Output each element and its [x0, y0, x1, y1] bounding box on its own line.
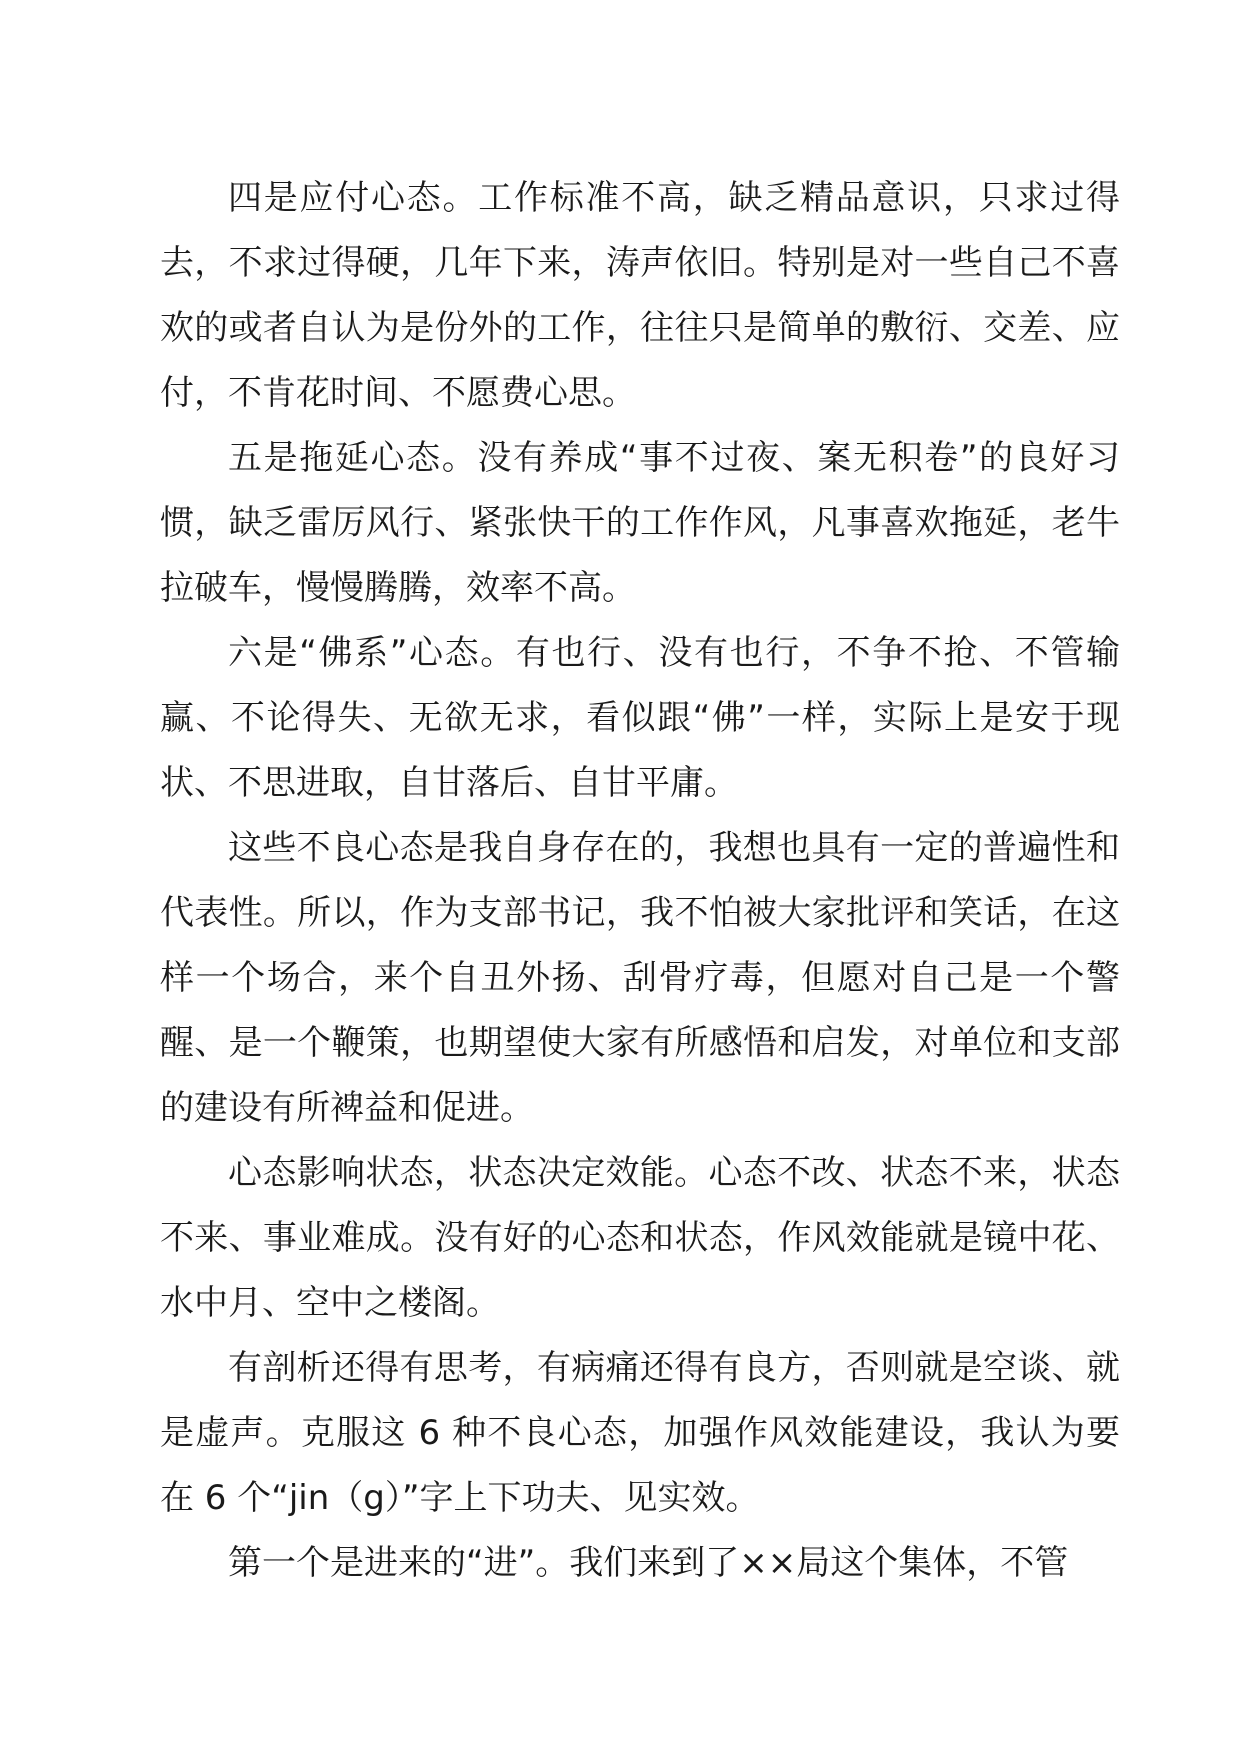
- paragraph-attitude-4: 四是应付心态。工作标准不高，缺乏精品意识，只求过得去，不求过得硬，几年下来，涛声依旧。特别是对一些自己不喜欢的或者自认为是份外的工作，往往只是简单的敷衍、交差、应付，不肯花时间、不愿费心思。: [160, 178, 1120, 413]
- paragraph-mindset-effect: 心态影响状态，状态决定效能。心态不改、状态不来，状态不来、事业难成。没有好的心态和状态，作风效能就是镜中花、水中月、空中之楼阁。: [160, 1153, 1120, 1323]
- document-body: [160, 166, 1120, 1596]
- paragraph-self-reflection: 这些不良心态是我自身存在的，我想也具有一定的普遍性和代表性。所以，作为支部书记，我不怕被大家批评和笑话，在这样一个场合，来个自丑外扬、刮骨疗毒，但愿对自己是一个警醒、是一个鞭策，也期望使大家有所感悟和启发，对单位和支部的建设有所裨益和促进。: [160, 828, 1120, 1128]
- paragraph-attitude-5: 五是拖延心态。没有养成“事不过夜、案无积卷”的良好习惯，缺乏雷厉风行、紧张快干的工作作风，凡事喜欢拖延，老牛拉破车，慢慢腾腾，效率不高。: [160, 438, 1120, 608]
- paragraph-first-jin: 第一个是进来的“进”。我们来到了××局这个集体，不管: [228, 1543, 1069, 1583]
- paragraph-attitude-6: 六是“佛系”心态。有也行、没有也行，不争不抢、不管输赢、不论得失、无欲无求，看似跟“佛”一样，实际上是安于现状、不思进取，自甘落后、自甘平庸。: [160, 633, 1120, 803]
- paragraph-remedy-intro: 有剖析还得有思考，有病痛还得有良方，否则就是空谈、就是虚声。克服这 6 种不良心态，加强作风效能建设，我认为要在 6 个“jin（g）”字上下功夫、见实效。: [160, 1348, 1120, 1518]
